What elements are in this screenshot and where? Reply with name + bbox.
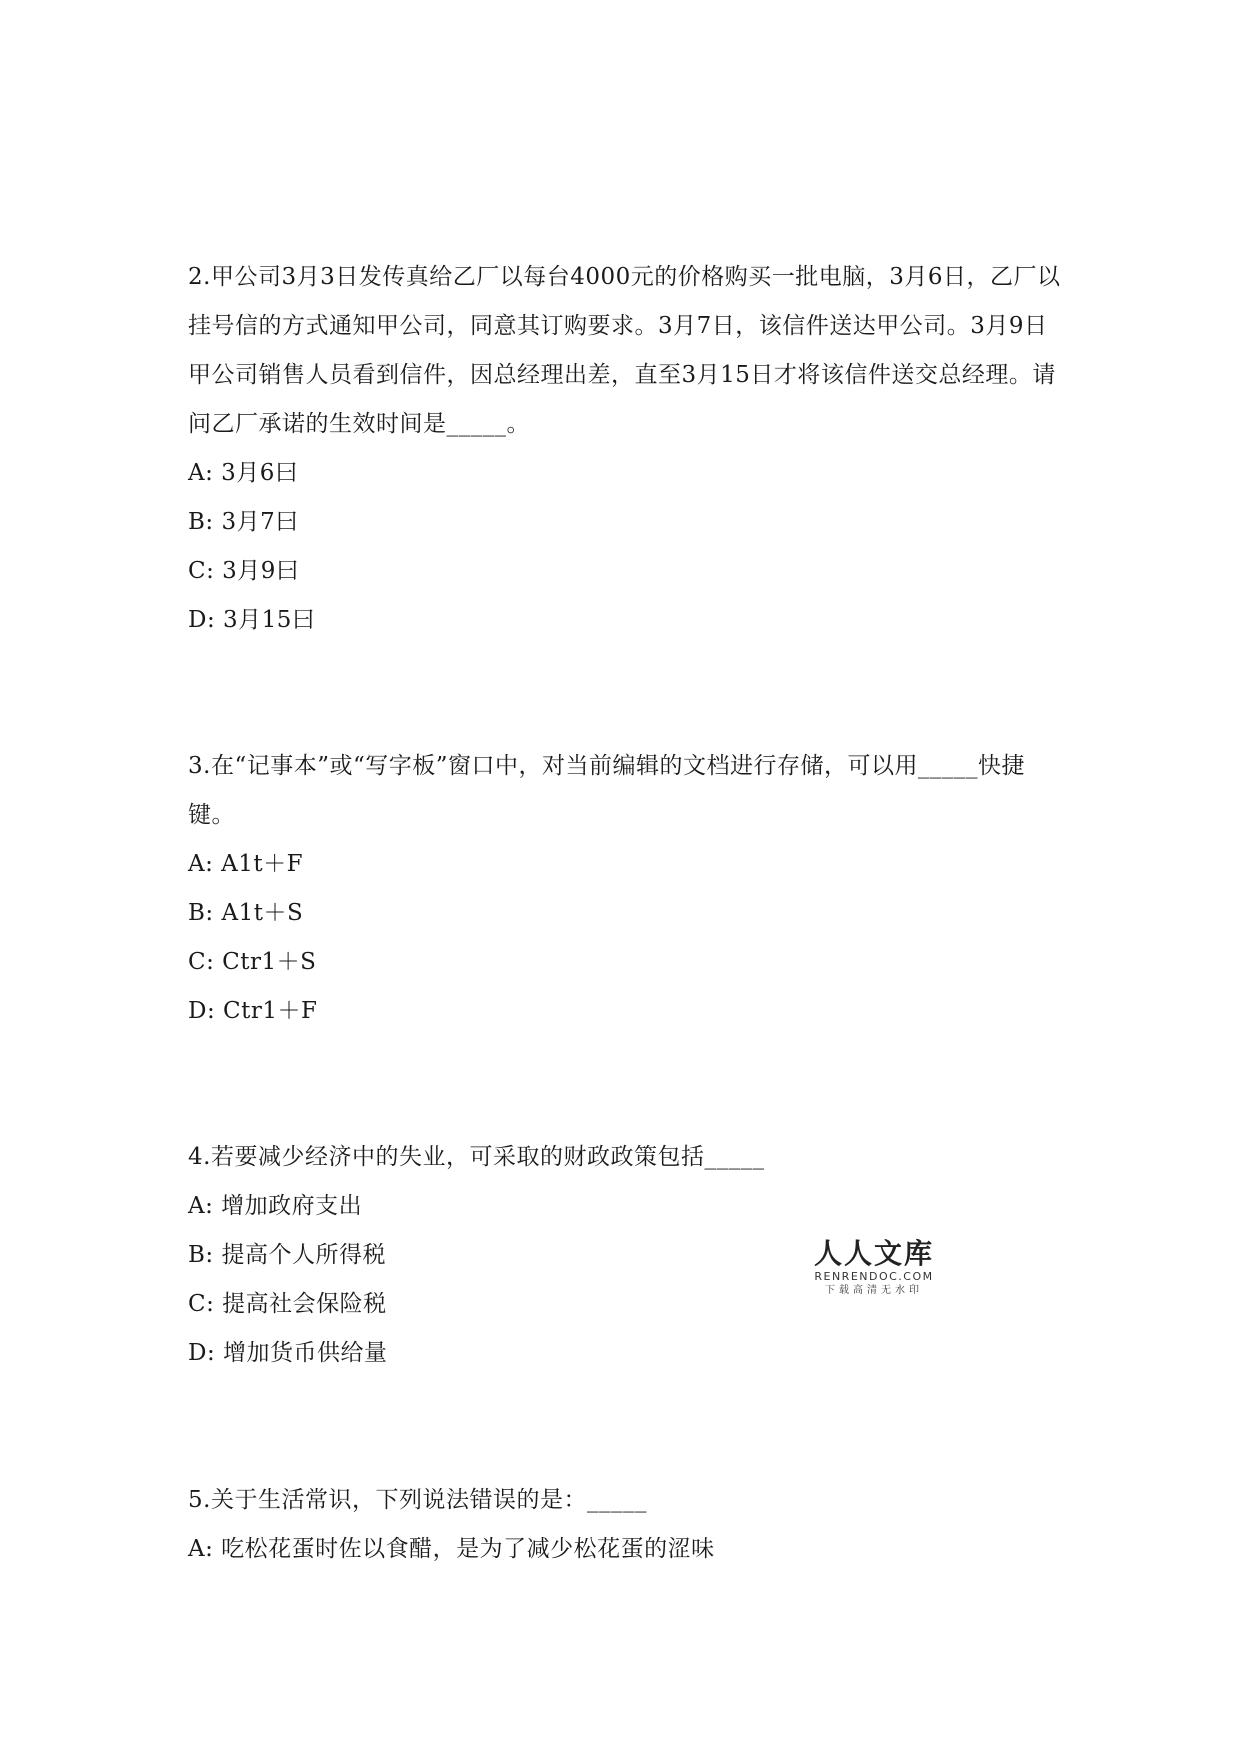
option-a: A: 吃松花蛋时佐以食醋，是为了减少松花蛋的涩味: [188, 1536, 715, 1562]
question-stem: 4.若要减少经济中的失业，可采取的财政政策包括_____: [188, 1144, 765, 1170]
watermark-subtitle: 下载高清无水印: [825, 1285, 923, 1296]
question-stem: 3.在“记事本”或“写字板”窗口中，对当前编辑的文档进行存储，可以用_____快捷键。: [188, 753, 1025, 828]
option-c: C: 3月9曰: [188, 558, 300, 584]
option-a: A: 3月6曰: [188, 460, 299, 486]
option-b: B: 提高个人所得税: [188, 1242, 386, 1268]
option-b: B: A1t＋S: [188, 900, 304, 926]
watermark-logo: [808, 1238, 940, 1298]
option-d: D: Ctr1＋F: [188, 998, 318, 1024]
watermark-url: RENRENDOC.COM: [814, 1270, 934, 1283]
question-stem: 2.甲公司3月3日发传真给乙厂以每台4000元的价格购买一批电脑，3月6日，乙厂以挂号信的方式通知甲公司，同意其订购要求。3月7日，该信件送达甲公司。3月9日甲公司销售人员看到信件，因总经理出差，直至3月15日才将该信件送交总经理。请问乙厂承诺的生效时间是_____。: [188, 264, 1061, 437]
option-d: D: 增加货币供给量: [188, 1340, 388, 1366]
question-stem: 5.关于生活常识，下列说法错误的是：_____: [188, 1487, 647, 1513]
option-c: C: Ctr1＋S: [188, 949, 317, 975]
question-5: [188, 1476, 1068, 1574]
option-a: A: A1t＋F: [188, 851, 304, 877]
option-d: D: 3月15曰: [188, 607, 316, 633]
option-c: C: 提高社会保险税: [188, 1291, 387, 1317]
watermark-title: 人人文库: [813, 1237, 934, 1270]
question-2: [188, 253, 1068, 645]
option-a: A: 增加政府支出: [188, 1193, 363, 1219]
question-3: [188, 742, 1068, 1036]
option-b: B: 3月7曰: [188, 509, 299, 535]
